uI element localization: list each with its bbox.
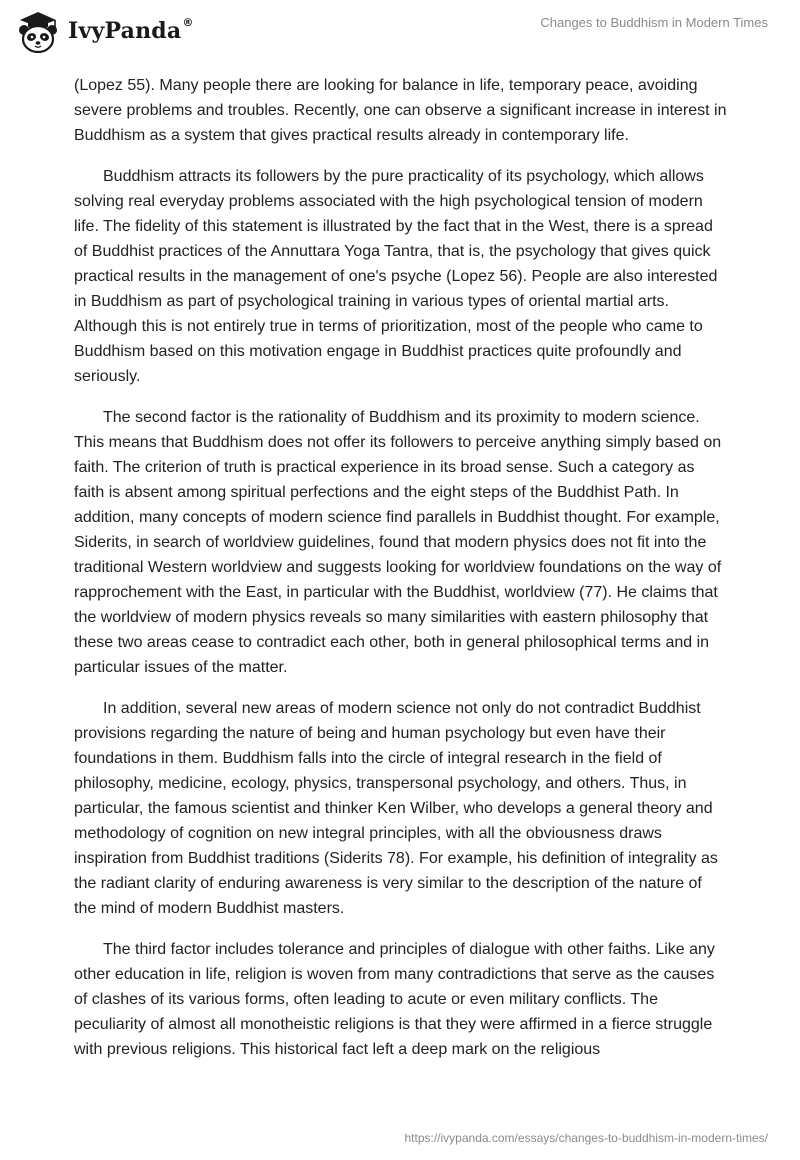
source-url[interactable]: https://ivypanda.com/essays/changes-to-buddhism-in-modern-times/ (404, 1131, 768, 1145)
paragraph-2: Buddhism attracts its followers by the pure practicality of its psychology, which allows solving real everyday problems associated with the high psychological tension of modern life. The fidelity of this statement is illustrated by the fact that in the West, there is a spread of Buddhist practices of the Annuttara Yoga Tantra, that is, the psychology that gives quick practical results in the management of one's psyche (Lopez 56). People are also interested in Buddhism as part of psychological training in various types of oriental martial arts. Although this is not entirely true in terms of prioritization, most of the people who came to Buddhism based on this motivation engage in Buddhist practices quite profoundly and seriously. (74, 168, 718, 385)
paragraph-1: (Lopez 55). Many people there are looking for balance in life, temporary peace, avoiding severe problems and troubles. Recently, one can observe a significant increase in interest in Buddhism as a system that gives practical results already in contemporary life. (74, 77, 727, 144)
document-title: Changes to Buddhism in Modern Times (540, 15, 768, 30)
paragraph-4: In addition, several new areas of modern science not only do not contradict Buddhist provisions regarding the nature of being and human psychology but even have their foundations in them. Buddhism falls into the circle of integral research in the field of philosophy, medicine, ecology, physics, transpersonal psychology, and others. Thus, in particular, the famous scientist and thinker Ken Wilber, who develops a general theory and methodology of cognition on new integral principles, with all the obviousness draws inspiration from Buddhist traditions (Siderits 78). For example, his definition of integrality as the radiant clarity of enduring awareness is very similar to the description of the nature of the mind of modern Buddhist masters. (74, 700, 718, 917)
brand-logo[interactable] (14, 8, 194, 54)
essay-body (74, 73, 728, 1078)
paragraph-3: The second factor is the rationality of Buddhism and its proximity to modern science. This means that Buddhism does not offer its followers to perceive anything simply based on faith. The criterion of truth is practical experience in its broad sense. Such a category as faith is absent among spiritual perfections and the eight steps of the Buddhist Path. In addition, many concepts of modern science find parallels in Buddhist thought. For example, Siderits, in search of worldview guidelines, found that modern physics does not fit into the traditional Western worldview and suggests looking for worldview foundations on the way of rapprochement with the East, in particular with the Buddhist, worldview (77). He claims that the worldview of modern physics reveals so many similarities with eastern philosophy that these two areas cease to contradict each other, both in general philosophical terms and in particular issues of the matter. (74, 409, 722, 676)
panda-graduation-cap-icon (14, 8, 62, 54)
brand-name: IvyPanda® (68, 16, 194, 44)
paragraph-5: The third factor includes tolerance and principles of dialogue with other faiths. Like any other education in life, religion is woven from many contradictions that serve as the causes of clashes of its various forms, often leading to acute or even military conflicts. The peculiarity of almost all monotheistic religions is that they were affirmed in a fierce struggle with previous religions. This historical fact left a deep mark on the religious (74, 941, 715, 1058)
page-header (0, 0, 800, 60)
registered-mark: ® (182, 16, 194, 29)
